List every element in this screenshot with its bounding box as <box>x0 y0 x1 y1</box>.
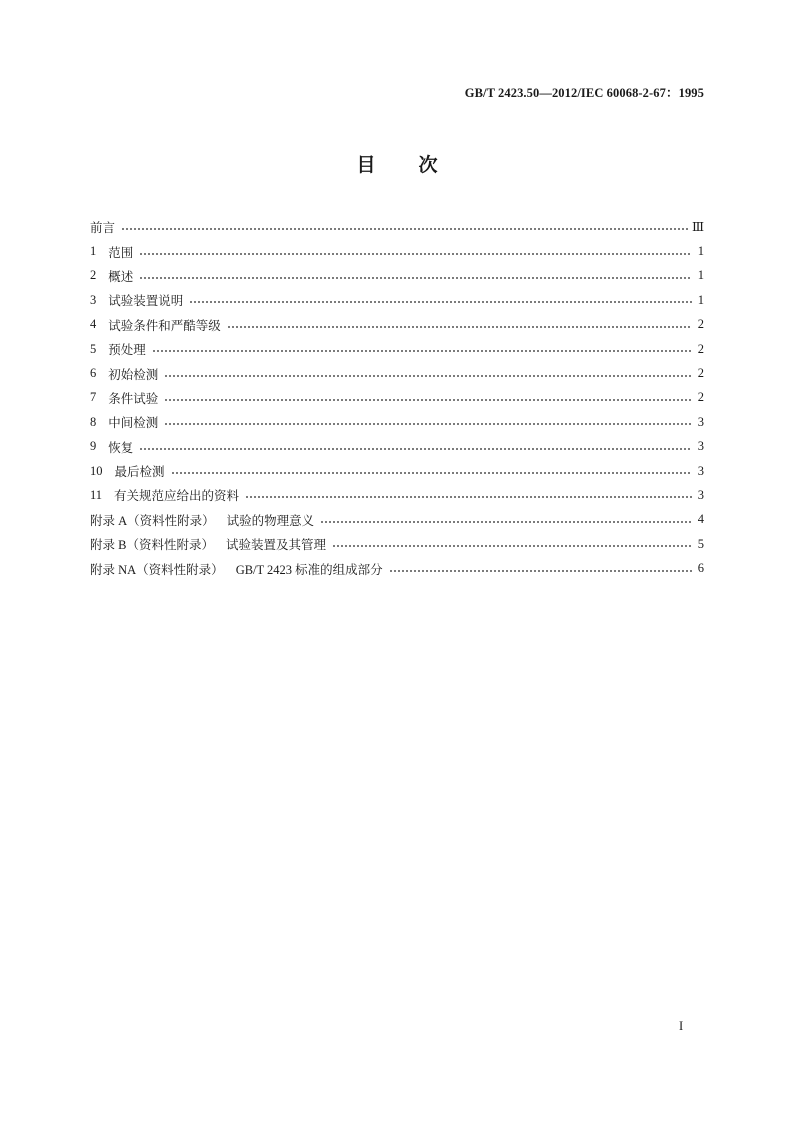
toc-entry <box>90 532 704 556</box>
toc-dot-leader <box>121 220 688 234</box>
toc-entry-page: 4 <box>697 512 704 527</box>
toc-entry-number: 6 <box>90 366 97 381</box>
toc-dot-leader <box>139 440 692 454</box>
toc-entry <box>90 337 704 361</box>
toc-dot-leader <box>189 293 692 307</box>
toc-entry <box>90 435 704 459</box>
toc-dot-leader <box>164 415 692 429</box>
table-of-contents <box>90 215 704 581</box>
toc-entry-title: 初始检测 <box>108 367 159 382</box>
toc-entry-page: 5 <box>697 536 704 551</box>
toc-entry <box>90 556 704 580</box>
toc-entry-title: 试验装置及其管理 <box>225 538 326 553</box>
toc-entry <box>90 459 704 483</box>
toc-dot-leader <box>320 513 692 527</box>
toc-dot-leader <box>139 245 692 259</box>
toc-entry-page: 3 <box>697 439 704 454</box>
toc-entry <box>90 361 704 385</box>
toc-entry-page: 1 <box>697 268 704 283</box>
toc-entry <box>90 264 704 288</box>
standard-code-header: GB/T 2423.50—2012/IEC 60068-2-67：1995 <box>464 86 704 100</box>
toc-dot-leader <box>164 391 692 405</box>
toc-dot-leader <box>171 464 692 478</box>
page-number: I <box>679 1019 684 1033</box>
toc-dot-leader <box>164 367 692 381</box>
toc-entry-number: 附录 B（资料性附录） <box>90 538 214 553</box>
toc-entry-title: 范围 <box>108 245 134 260</box>
toc-dot-leader <box>245 488 692 502</box>
toc-entry-page: 6 <box>697 561 704 576</box>
toc-entry-number: 4 <box>90 317 97 332</box>
toc-entry-title: 概述 <box>108 269 134 284</box>
toc-entry-title: 最后检测 <box>114 465 165 480</box>
toc-entry-number: 9 <box>90 439 97 454</box>
toc-entry <box>90 215 704 239</box>
toc-entry-page: 2 <box>697 341 704 356</box>
toc-entry <box>90 410 704 434</box>
toc-entry-page: 3 <box>697 463 704 478</box>
toc-entry-number: 2 <box>90 268 97 283</box>
page-title: 目 次 <box>356 155 450 176</box>
toc-entry <box>90 508 704 532</box>
toc-dot-leader <box>389 562 692 576</box>
toc-entry-number: 7 <box>90 390 97 405</box>
toc-entry <box>90 313 704 337</box>
toc-entry-number: 3 <box>90 292 97 307</box>
toc-dot-leader <box>152 342 692 356</box>
toc-entry-page: 1 <box>697 292 704 307</box>
toc-entry-page: Ⅲ <box>691 220 704 235</box>
toc-entry-title: 中间检测 <box>108 416 159 431</box>
toc-entry <box>90 239 704 263</box>
toc-entry-number: 8 <box>90 414 97 429</box>
toc-entry-title: 试验的物理意义 <box>226 513 315 528</box>
toc-dot-leader <box>227 318 692 332</box>
toc-entry-page: 2 <box>697 366 704 381</box>
toc-entry-title: 预处理 <box>108 343 146 358</box>
toc-entry <box>90 483 704 507</box>
toc-entry-page: 2 <box>697 390 704 405</box>
toc-entry-number: 1 <box>90 244 97 259</box>
toc-entry-page: 2 <box>697 317 704 332</box>
toc-entry-title: 试验装置说明 <box>108 294 184 309</box>
toc-entry-title: 前言 <box>90 221 116 236</box>
toc-entry-title: 有关规范应给出的资料 <box>114 489 240 504</box>
toc-dot-leader <box>139 269 692 283</box>
toc-entry-title: 试验条件和严酷等级 <box>108 318 221 333</box>
toc-entry-number: 11 <box>90 487 103 502</box>
toc-entry-page: 1 <box>697 244 704 259</box>
toc-entry-number: 5 <box>90 341 97 356</box>
toc-entry-number: 附录 NA（资料性附录） <box>90 562 224 577</box>
toc-dot-leader <box>332 537 692 551</box>
toc-entry-page: 3 <box>697 487 704 502</box>
toc-entry-number: 附录 A（资料性附录） <box>90 513 215 528</box>
toc-entry-title: 恢复 <box>108 440 134 455</box>
toc-entry-number: 10 <box>90 463 103 478</box>
toc-entry-page: 3 <box>697 414 704 429</box>
toc-entry-title: GB/T 2423 标准的组成部分 <box>235 562 383 577</box>
toc-entry-title: 条件试验 <box>108 391 159 406</box>
toc-entry <box>90 288 704 312</box>
toc-entry <box>90 386 704 410</box>
